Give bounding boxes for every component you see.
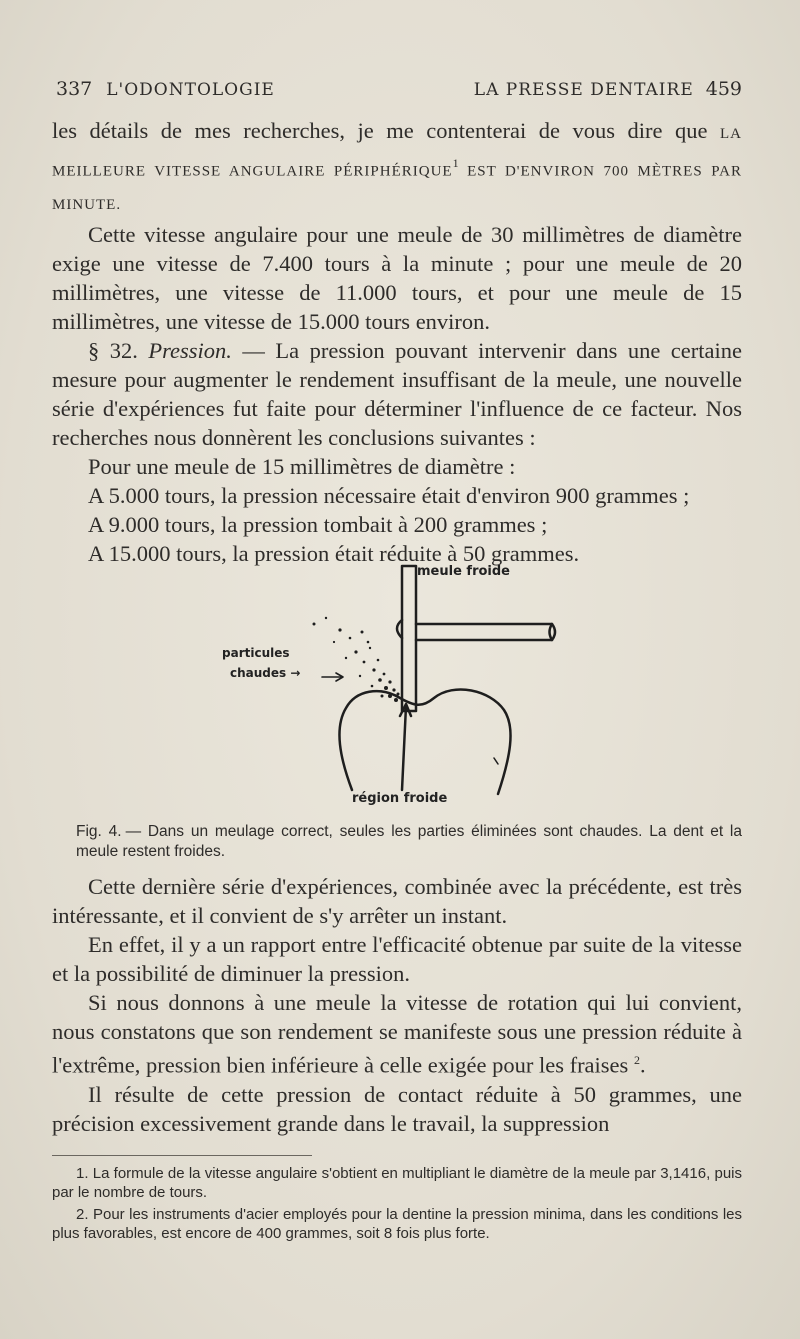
text-run: Si nous donnons à une meule la vitesse de rotation qui lui convient, nous constatons que son rendement se manifeste sous une pression réduite à l'extrême, pression bien inférieure à celle exigée pour les fraises: [52, 990, 742, 1078]
small-caps-run: LA MEILLEURE VITESSE ANGULAIRE PÉRIPHÉRIQUE: [52, 126, 742, 180]
paragraph-continued: [52, 116, 742, 220]
tooth-outline: [339, 689, 510, 794]
label-chaudes: chaudes →: [230, 666, 301, 680]
footnotes: [52, 1164, 742, 1246]
journal-page-number: 337: [56, 78, 93, 100]
section-title: LA PRESSE DENTAIRE: [473, 80, 694, 100]
text-run: — La pression pouvant intervenir dans une certaine mesure pour augmenter le rendement insuffisant de la meule, une nouvelle série d'expériences fut faite pour déterminer l'influence de ce facteur. Nos recherches nous donnèrent les conclusions suivantes :: [52, 337, 743, 450]
paragraph: Cette dernière série d'expériences, combinée avec la précédente, est très intéressante, et il convient de s'y arrêter un instant.: [52, 874, 742, 928]
grinding-wheel: [402, 566, 416, 711]
list-item: A 9.000 tours, la pression tombait à 200 grammes ;: [88, 511, 548, 537]
small-caps-run: EST D'ENVIRON 700 MÈTRES PAR MINUTE.: [52, 163, 742, 213]
paragraph-speed: Cette vitesse angulaire pour une meule de 30 millimètres de diamètre exige une vitesse de 7.400 tours à la minute ; pour une meule de 20 millimètres, une vitesse de 11.000 tours, et pour une meule de 15 millimètres, une vitesse de 15.000 tours environ.: [52, 221, 742, 334]
list-item: A 15.000 tours, la pression était réduite à 50 grammes.: [88, 540, 580, 566]
grinding-illustration: [222, 558, 582, 820]
figure-number: Fig. 4.: [76, 823, 122, 840]
pointer-line: [402, 706, 406, 790]
label-region-froide: région froide: [352, 791, 448, 806]
body-text-bottom: [52, 872, 742, 1138]
paragraph: [52, 988, 742, 1080]
list-item: Pour une meule de 15 millimètres de diamètre :: [88, 453, 516, 479]
text-run: les détails de mes recherches, je me contenterai de vous dire que: [52, 118, 720, 143]
paragraph-pression: [52, 336, 742, 452]
list-item: A 5.000 tours, la pression nécessaire était d'environ 900 grammes ;: [88, 482, 690, 508]
running-head-left: [56, 78, 275, 100]
wheel-shaft: [416, 624, 555, 640]
caption-text: — Dans un meulage correct, seules les parties éliminées sont chaudes. La dent et la meule restent froides.: [76, 823, 742, 860]
figure-caption: [76, 822, 742, 862]
footnote-1: 1. La formule de la vitesse angulaire s'obtient en multipliant le diamètre de la meule par 3,1416, puis par le nombre de tours.: [52, 1165, 742, 1201]
page-number: 459: [705, 78, 742, 100]
label-meule-froide: meule froide: [417, 564, 510, 579]
figure-4: [222, 558, 582, 820]
hot-particles: [313, 617, 400, 702]
running-head-right: [474, 78, 742, 100]
label-particules: particules: [222, 646, 290, 660]
section-heading: Pression.: [148, 337, 232, 363]
footnote-ref-1: 1: [452, 156, 459, 170]
section-number: § 32.: [88, 337, 138, 363]
text-run: .: [639, 1052, 646, 1078]
journal-title: L'ODONTOLOGIE: [106, 80, 275, 100]
footnote-ref-2: 2: [633, 1053, 640, 1067]
results-list: [52, 452, 742, 568]
paragraph: Il résulte de cette pression de contact réduite à 50 grammes, une précision excessivement grande dans le travail, la suppression: [52, 1081, 742, 1136]
footnote-2: 2. Pour les instruments d'acier employés pour la dentine la pression minima, dans les conditions les plus favorables, est encore de 400 grammes, soit 8 fois plus forte.: [52, 1206, 742, 1242]
paragraph: En effet, il y a un rapport entre l'efficacité obtenue par suite de la vitesse et la possibilité de diminuer la pression.: [52, 932, 742, 986]
footnote-rule: [52, 1155, 312, 1156]
body-text-top: [52, 116, 742, 568]
